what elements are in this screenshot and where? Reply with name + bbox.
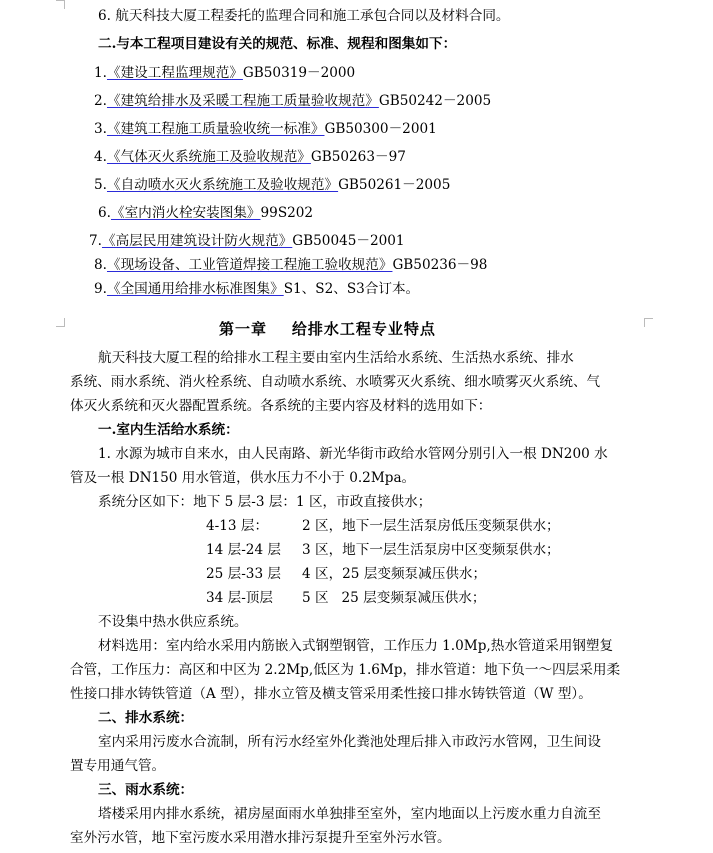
zone-desc: 2 区，地下一层生活泵房低压变频泵供水； [302, 518, 560, 534]
drainage-line: 室内采用污废水合流制，所有污水经室外化粪池处理后排入市政污水管网，卫生间设 [98, 734, 601, 750]
zone-floors: 4-13 层： [206, 518, 269, 534]
standard-item: 5.《自动喷水灭火系统施工及验收规范》GB50261－2005 [94, 177, 451, 193]
standard-item: 4.《气体灭火系统施工及验收规范》GB50263－97 [94, 149, 406, 165]
standard-item: 9.《全国通用给排水标准图集》S1、S2、S3合订本。 [94, 281, 420, 297]
water-source-line: 管及一根 DN150 用水管道，供水压力不小于 0.2Mpa。 [70, 470, 416, 486]
intro-line: 体灭火系统和灭火器配置系统。各系统的主要内容及材料的选用如下： [70, 398, 492, 414]
standard-item: 8.《现场设备、工业管道焊接工程施工验收规范》GB50236－98 [94, 257, 488, 273]
standard-item: 7.《高层民用建筑设计防火规范》GB50045－2001 [89, 233, 405, 249]
section-heading-rainwater: 三、雨水系统： [98, 782, 194, 798]
zone-floors: 14 层-24 层 [206, 542, 282, 558]
materials-line: 材料选用：室内给水采用内筋嵌入式钢塑钢管，工作压力 1.0Mp,热水管道采用钢塑复 [98, 638, 614, 654]
standard-item: 1.《建设工程监理规范》GB50319－2000 [94, 65, 356, 81]
zone-floors: 25 层-33 层 [206, 566, 282, 582]
standard-item: 6.《室内消火栓安装图集》99S202 [98, 205, 314, 221]
zone-desc: 5 区 25 层变频泵减压供水； [302, 590, 486, 606]
zone-floors: 34 层-顶层 [206, 590, 273, 606]
chapter-title: 第一章 给排水工程专业特点 [219, 320, 436, 338]
crop-mark-section-right [644, 318, 653, 327]
crop-mark-top-left [56, 0, 65, 9]
zone-desc: 4 区，25 层变频泵减压供水； [302, 566, 487, 582]
standards-heading: 二.与本工程项目建设有关的规范、标准、规程和图集如下： [98, 36, 457, 52]
zone-desc: 3 区，地下一层生活泵房中区变频泵供水； [302, 542, 560, 558]
rainwater-line: 室外污水管，地下室污废水采用潜水排污泵提升至室外污水管。 [70, 830, 451, 846]
no-hot-water-note: 不设集中热水供应系统。 [98, 614, 248, 630]
crop-mark-section-left [56, 318, 65, 327]
standard-item: 3.《建筑工程施工质量验收统一标准》GB50300－2001 [94, 121, 437, 137]
section-heading-water-supply: 一.室内生活给水系统： [98, 422, 239, 438]
top-item: 6. 航天科技大厦工程委托的监理合同和施工承包合同以及材料合同。 [98, 8, 510, 24]
materials-line: 性接口排水铸铁管道（A 型），排水立管及横支管采用柔性接口排水铸铁管道（W 型）。 [70, 686, 592, 702]
rainwater-line: 塔楼采用内排水系统，裙房屋面雨水单独排至室外，室内地面以上污废水重力自流至 [98, 806, 601, 822]
materials-line: 合管，工作压力：高区和中区为 2.2Mp,低区为 1.6Mp，排水管道：地下负一～四层采用柔 [70, 662, 621, 678]
zones-intro: 系统分区如下：地下 5 层-3 层：1 区，市政直接供水； [98, 494, 432, 510]
standard-item: 2.《建筑给排水及采暖工程施工质量验收规范》GB50242－2005 [94, 93, 492, 109]
intro-line: 系统、雨水系统、消火栓系统、自动喷水系统、水喷雾灭火系统、细水喷雾灭火系统、气 [70, 374, 601, 390]
water-source-line: 1. 水源为城市自来水，由人民南路、新光华街市政给水管网分别引入一根 DN200 水 [98, 446, 608, 462]
drainage-line: 置专用通气管。 [70, 758, 166, 774]
intro-line: 航天科技大厦工程的给排水工程主要由室内生活给水系统、生活热水系统、排水 [98, 350, 574, 366]
section-heading-drainage: 二、排水系统： [98, 710, 194, 726]
